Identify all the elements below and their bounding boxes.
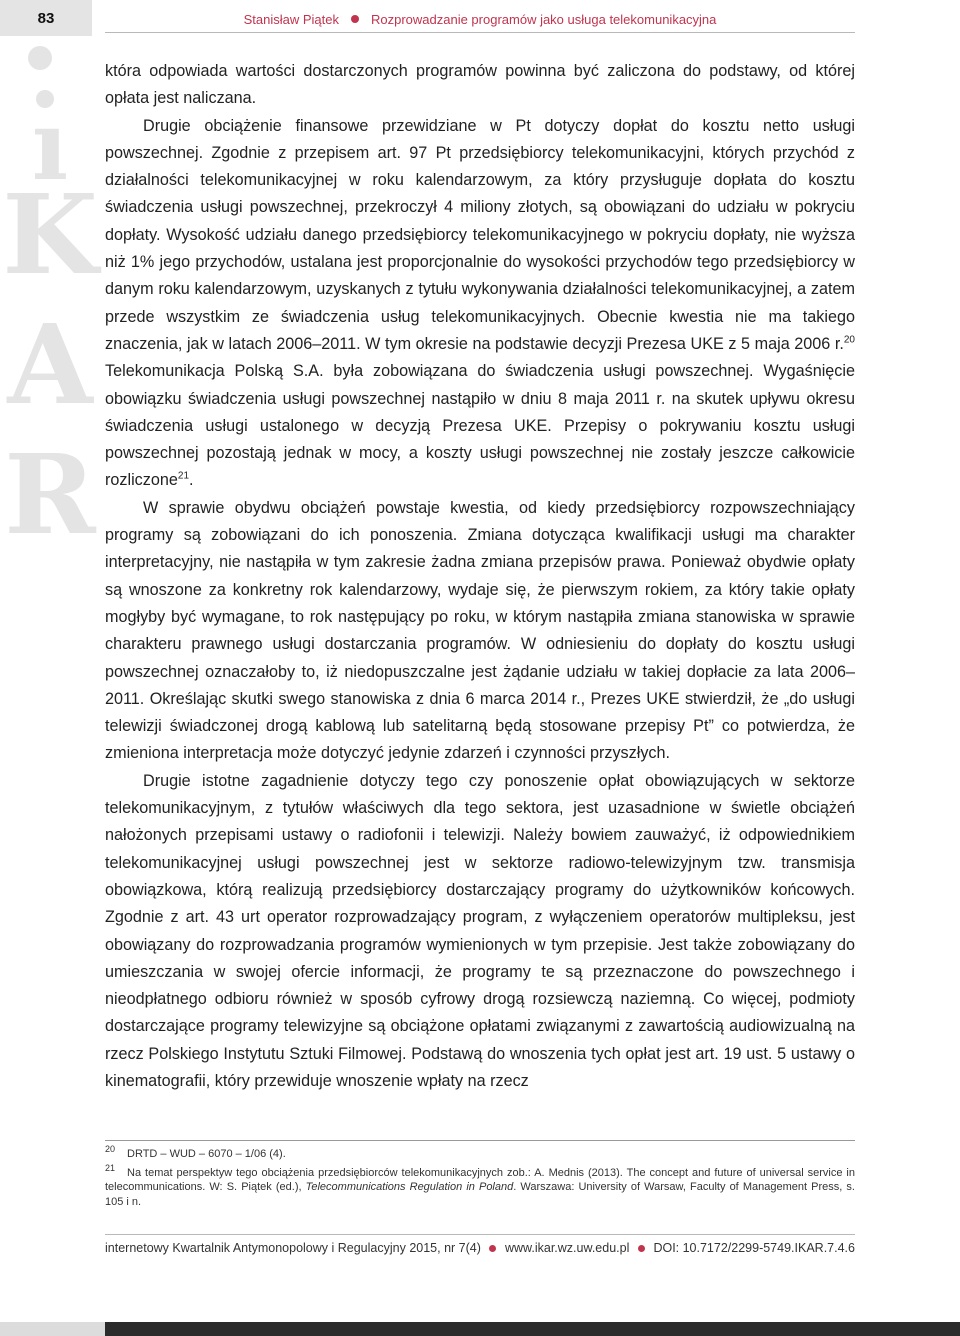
bullet-dot-icon [638,1245,645,1252]
paragraph [105,58,855,113]
bullet-dot-icon [351,15,359,23]
footnote-ref: 21 [177,471,190,483]
paragraph [105,113,855,495]
bullet-dot-icon [489,1245,496,1252]
page-footer [105,1238,855,1258]
footnote-number: 21 [105,1162,116,1173]
paragraph [105,495,855,768]
text-run: Drugie istotne zagadnienie dotyczy tego czy ponoszenie opłat obowiązujących w sektorze telekomunikacyjnym, z tytułów właściwych dla tego sektora, jest uzasadnione w świetle obciążeń nałożonych przepisami ustawy o radiofonii i telewizji. Należy bowiem zauważyć, iż odpowiednikiem telekomunikacyjnej usługi powszechnej jest w sektorze radiowo-telewizyjnym tzw. transmisja obowiązkowa, którą realizują przedsiębiorcy dostarczający programy do użytkowników końcowych. Zgodnie z art. 43 urt operator rozprowadzający program, z wyłączeniem operatorów multipleksu, jest obowiązany do rozprowadzania programów wymienionych w tym przepisie. Jest także zobowiązany do umieszczania w swojej ofercie informacji, że programy te są przeznaczone do powszechnego i nieodpłatnego odbioru również w sposób cyfrowy drogą rozsiewczą naziemną. Co więcej, podmioty dostarczające programy telewizyjne są obciążone opłatami związanymi z zawartością audiowizualną na rzecz Polskiego Instytutu Sztuki Filmowej. Podstawą do wnoszenia tych opłat jest art. 19 ust. 5 ustawy o kinematografii, który przewiduje wnoszenie wpłaty na rzecz [105,771,855,1090]
footer-divider [105,1234,855,1235]
text-run: Na temat perspektyw tego obciążenia przedsiębiorców telekomunikacyjnych zob.: A. Mednis (2013). The concept and future of universal service in telecommunications. W: S. Piątek (ed.), [105,1166,855,1193]
footer-journal: internetowy Kwartalnik Antymonopolowy i Regulacyjny 2015, nr 7(4) [105,1241,481,1255]
text-run: . [189,471,194,490]
running-header [105,8,855,30]
italic-text: Telecommunications Regulation in Poland [305,1181,514,1193]
logo-dot-icon [28,46,52,70]
footer-url[interactable]: www.ikar.wz.uw.edu.pl [504,1241,630,1255]
logo-letter-r: R [4,430,96,559]
ikar-logo [0,40,100,600]
header-title: Rozprowadzanie programów jako usługa telekomunikacyjna [370,11,717,27]
logo-letter-a: A [7,300,93,429]
footnotes [105,1144,855,1213]
logo-letter-i: ı [31,89,69,202]
footnote [105,1162,855,1210]
footnote [105,1144,855,1162]
text-run: DRTD – WUD – 6070 – 1/06 (4). [127,1148,286,1160]
logo-letter-k: K [2,170,98,299]
text-run: Telekomunikacja Polską S.A. była zobowiązana do świadczenia usługi powszechnej. Wygaśnięcie obowiązku świadczenia usługi powszechnej nastąpiło w dniu 8 maja 2011 r. na skutek upływu okresu świadczenia usługi ustalonego w decyzją Prezesa UKE. Przepisy o pokrywaniu kosztu usługi powszechnej pozostają jednak w mocy, a koszty usługi powszechnej nie zostały jeszcze całkowicie rozliczone [105,362,855,490]
paragraph [105,768,855,1096]
bottom-strip-light [0,1322,105,1336]
footer-doi[interactable]: DOI: 10.7172/2299-5749.IKAR.7.4.6 [653,1241,855,1255]
footnote-ref: 20 [843,334,855,346]
text-run: . Warszawa: University of Warsaw, Faculty of Management Press, s. 105 i n. [105,1181,855,1208]
main-body-text [105,58,855,1095]
text-run: Drugie obciążenie finansowe przewidziane w Pt dotyczy dopłat do kosztu netto usługi powszechnej. Zgodnie z przepisem art. 97 Pt przedsiębiorcy telekomunikacyjni, których przychód z działalności telekomunikacyjnej w roku kalendarzowym, za który przysługuje dopłata do kosztu świadczenia usługi powszechnej, przekroczył 4 miliony złotych, są obowiązani do udziału w pokryciu dopłaty. Wysokość udziału danego przedsiębiorcy telekomunikacyjnego w pokryciu dopłaty, nie wyższa niż 1% jego przychodów, ustalana jest proporcjonalnie do wysokości przychodów tego przedsiębiorcy w danym roku kalendarzowym, uzyskanych z tytułu wykonywania działalności telekomunikacyjnej, a zatem przede wszystkim ze świadczenia usług telekomunikacyjnych. Obecnie kwestia nie ma takiego znaczenia, jak w latach 2006–2011. W tym okresie na podstawie decyzji Prezesa UKE z 5 maja 2006 r. [105,116,855,353]
page-number: 83 [0,0,92,36]
footnote-number: 20 [105,1144,116,1155]
footnote-divider [105,1140,855,1141]
text-run: która odpowiada wartości dostarczonych programów powinna być zaliczona do podstawy, od której opłata jest naliczana. [105,62,855,108]
text-run: W sprawie obydwu obciążeń powstaje kwestia, od kiedy przedsiębiorcy rozpowszechniający programy są zobowiązani do ich ponoszenia. Zmiana dotycząca kwalifikacji usługi ma charakter interpretacyjny, nie nastąpiła w tym zakresie żadna zmiana przepisów prawa. Ponieważ obydwie opłaty są wnoszone za konkretny rok kalendarzowy, wydaje się, że pierwszym rokiem, za który takie opłaty mogłyby być wymagane, to rok następujący po roku, w którym nastąpiła zmiana stanowiska w sprawie charakteru prawnego usługi dostarczania programów. W odniesieniu do dopłaty do kosztu usługi powszechnej oznaczałoby to, iż niedopuszczalne jest żądanie udziału w takiej dopłacie za lata 2006–2011. Określając skutki swego stanowiska z dnia 6 marca 2014 r., Prezes UKE stwierdził, że „do usługi telewizji świadczonej drogą kablową lub satelitarną będą stosowane przepisy Pt” co potwierdza, że zmieniona interpretacja może dotyczyć jedynie zdarzeń i czynności przyszłych. [105,498,855,763]
header-author: Stanisław Piątek [243,11,339,27]
bottom-strip-dark [105,1322,960,1336]
header-divider [105,32,855,33]
